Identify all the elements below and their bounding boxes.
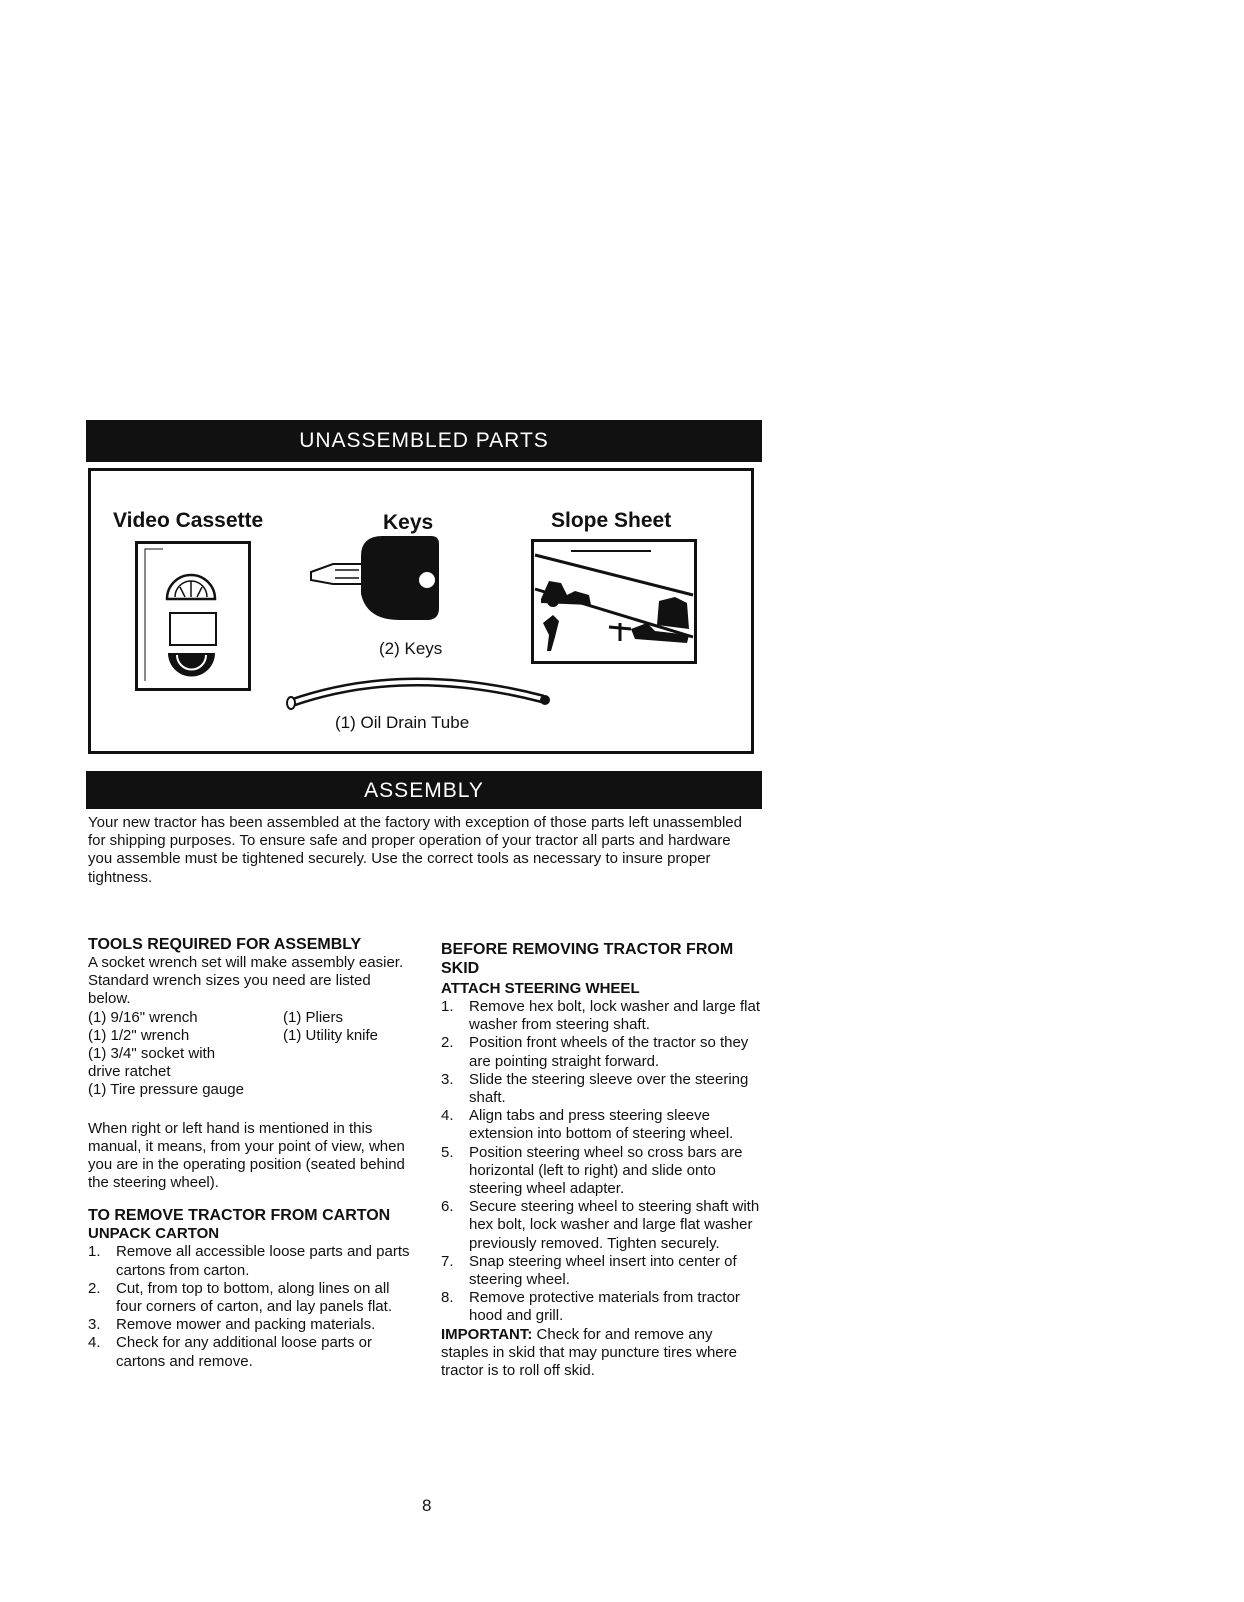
steering-steps	[441, 998, 761, 1326]
remove-carton-heading: TO REMOVE TRACTOR FROM CARTON	[88, 1207, 391, 1225]
list-item: 6. Secure steering wheel to steering shaft with hex bolt, lock washer and large flat washer previously removed. Tighten securely.	[441, 1198, 760, 1252]
slope-sheet-illustration	[531, 539, 697, 664]
page-number: 8	[422, 1496, 432, 1515]
tool-item: (1) Utility knife	[283, 1026, 379, 1044]
right-column	[441, 940, 761, 1380]
oil-drain-tube-illustration	[285, 671, 555, 711]
video-cassette-illustration	[135, 541, 251, 691]
tool-item: (1) 3/4" socket with drive ratchet	[88, 1045, 216, 1081]
hand-note: When right or left hand is mentioned in this manual, it means, from your point of view, when you are in the operating position (seated behind the steering wheel).	[88, 1119, 405, 1192]
video-cassette-title: Video Cassette	[113, 509, 264, 532]
list-item: 2. Cut, from top to bottom, along lines on all four corners of carton, and lay panels flat.	[88, 1279, 392, 1316]
attach-steering-subheading: ATTACH STEERING WHEEL	[441, 980, 640, 997]
unassembled-parts-box	[88, 468, 754, 754]
keys-title: Keys	[383, 511, 434, 534]
list-item: 4. Check for any additional loose parts or cartons and remove.	[88, 1334, 372, 1370]
list-item: 1. Remove hex bolt, lock washer and large flat washer from steering shaft.	[441, 998, 760, 1034]
important-note: IMPORTANT: Check for and remove any staples in skid that may puncture tires where tractor is to roll off skid.	[441, 1325, 737, 1380]
assembly-banner: ASSEMBLY	[86, 771, 762, 809]
key-icon	[303, 534, 443, 622]
list-item: 3. Remove mower and packing materials.	[88, 1316, 376, 1334]
tool-item: (1) 9/16" wrench	[88, 1008, 198, 1026]
unassembled-parts-banner: UNASSEMBLED PARTS	[86, 420, 762, 462]
tool-item: (1) Tire pressure gauge	[88, 1081, 244, 1099]
list-item: 8. Remove protective materials from tractor hood and grill.	[441, 1289, 740, 1325]
keys-caption: (2) Keys	[379, 639, 443, 658]
tool-item: (1) 1/2" wrench	[88, 1026, 190, 1044]
list-item: 7. Snap steering wheel insert into center of steering wheel.	[441, 1252, 737, 1289]
tools-list	[88, 1009, 413, 1100]
tools-body: A socket wrench set will make assembly easier. Standard wrench sizes you need are listed below.	[88, 954, 404, 1008]
oil-drain-tube-caption: (1) Oil Drain Tube	[335, 713, 470, 732]
tools-heading: TOOLS REQUIRED FOR ASSEMBLY	[88, 936, 362, 953]
list-item: 3. Slide the steering sleeve over the steering shaft.	[441, 1070, 749, 1107]
unpack-steps	[88, 1243, 413, 1370]
assembly-intro: Your new tractor has been assembled at the factory with exception of those parts left unassembled for shipping purposes. To ensure safe and proper operation of your tractor all parts and hardware you assemble must be tightened securely. Use the correct tools as necessary to insure proper tightness.	[88, 814, 742, 886]
slope-sheet-title: Slope Sheet	[551, 509, 672, 532]
list-item: 4. Align tabs and press steering sleeve extension into bottom of steering wheel.	[441, 1107, 734, 1143]
list-item: 5. Position steering wheel so cross bars are horizontal (left to right) and slide onto steering wheel adapter.	[441, 1143, 743, 1198]
list-item: 2. Position front wheels of the tractor so they are pointing straight forward.	[441, 1034, 749, 1070]
left-column	[88, 935, 413, 1371]
list-item: 1. Remove all accessible loose parts and parts cartons from carton.	[88, 1243, 410, 1279]
before-skid-heading: BEFORE REMOVING TRACTOR FROM SKID	[441, 941, 734, 977]
unpack-carton-subheading: UNPACK CARTON	[88, 1225, 220, 1243]
tool-item: (1) Pliers	[283, 1008, 344, 1026]
